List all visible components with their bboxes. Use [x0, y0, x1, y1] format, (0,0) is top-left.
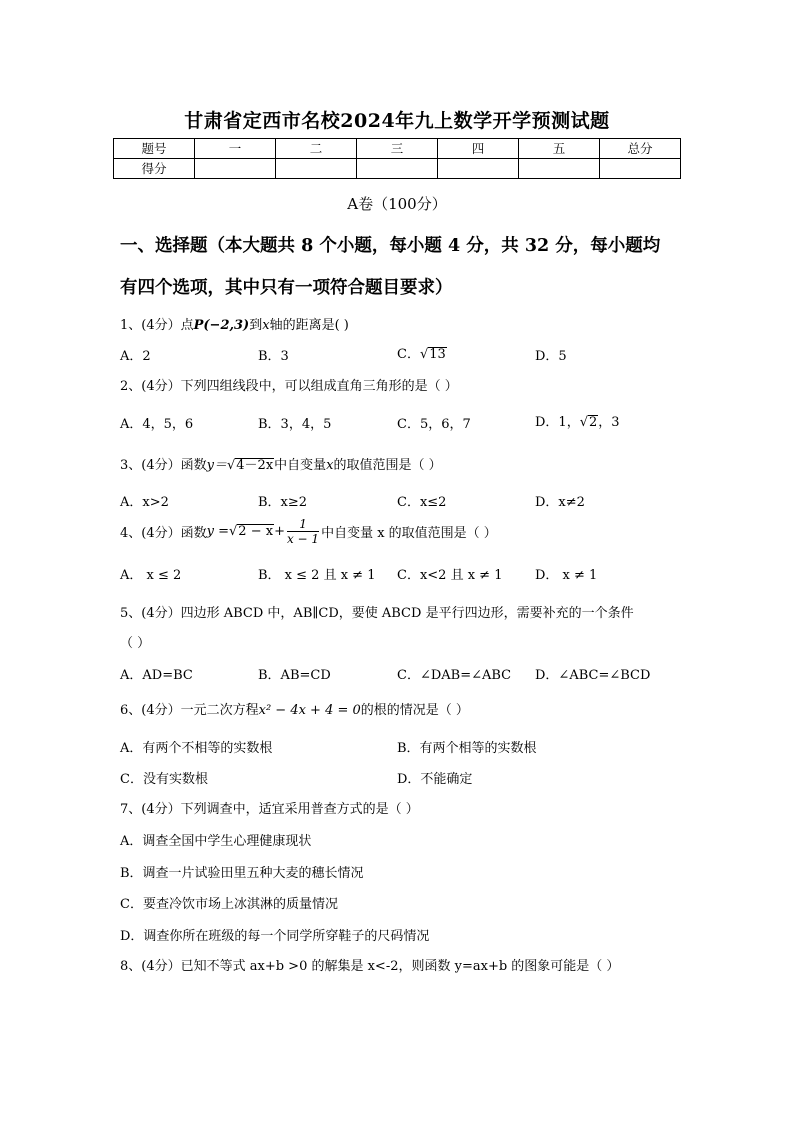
q1-var: x: [262, 318, 270, 333]
q2-option-a: A．4，5，6: [120, 417, 194, 432]
header-cell: 题号: [114, 139, 195, 159]
q6-option-c: C．没有实数根: [120, 772, 208, 787]
q4-lhs: y =: [206, 524, 229, 539]
q2-option-d-radicand: 2: [589, 415, 598, 430]
q3-lhs: y＝: [206, 458, 227, 473]
q6-equation: x² − 4x + 4 = 0: [258, 703, 361, 718]
q4-suffix: 中自变量 x 的取值范围是（ ）: [321, 526, 497, 541]
score-cell: [600, 159, 681, 179]
q4-fraction: [287, 517, 319, 546]
q1-prefix: 1、(4分）点: [120, 318, 194, 333]
question-7: 7、(4分）下列调查中，适宜采用普查方式的是（ ）: [120, 802, 419, 817]
q4-option-b: B． x ≤ 2 且 x ≠ 1: [258, 568, 376, 583]
q4-option-a: A． x ≤ 2: [120, 568, 182, 583]
q5-option-b: B．AB=CD: [258, 668, 331, 683]
score-cell: [195, 159, 276, 179]
exam-title: 甘肃省定西市名校2024年九上数学开学预测试题: [184, 110, 610, 132]
question-1: [120, 314, 349, 333]
q3-option-a: A．x>2: [120, 495, 169, 510]
header-cell: 二: [276, 139, 357, 159]
q2-option-b: B．3，4，5: [258, 417, 332, 432]
q1-option-a: A．2: [120, 349, 151, 364]
q1-option-c-label: C．: [397, 347, 420, 362]
q1-suffix: 轴的距离是( ): [269, 318, 349, 333]
q1-option-b: B．3: [258, 349, 289, 364]
score-cell: [519, 159, 600, 179]
question-5-line1: 5、(4分）四边形 ABCD 中，AB∥CD，要使 ABCD 是平行四边形，需要补充的一个条件: [120, 606, 634, 621]
q1-point: P(−2,3): [193, 318, 250, 333]
question-3: 3、(4分）函数y＝√4－2x中自变量x的取值范围是（ ）: [120, 458, 442, 473]
score-table-score-row: [114, 159, 681, 179]
question-5-line2: （ ）: [120, 636, 151, 651]
q7-option-d: D．调查你所在班级的每一个同学所穿鞋子的尺码情况: [120, 929, 430, 944]
header-cell: 三: [357, 139, 438, 159]
q3-option-c: C．x≤2: [397, 495, 447, 510]
q1-option-d: D．5: [535, 349, 567, 364]
score-cell: [438, 159, 519, 179]
roll-label: A卷（100分）: [347, 195, 447, 213]
q6-option-d: D．不能确定: [397, 772, 473, 787]
score-cell: [276, 159, 357, 179]
q3-suffix: 中自变量: [274, 458, 327, 473]
q6-prefix: 6、(4分）一元二次方程: [120, 703, 259, 718]
header-cell: 五: [519, 139, 600, 159]
q3-option-b: B．x≥2: [258, 495, 308, 510]
q2-option-d: D．1，√2，3: [535, 415, 620, 430]
q4-plus: +: [274, 524, 285, 539]
question-4: 4、(4分）函数 y = √ 2 − x + $\frac{1}{x - 1}$ 中自变量 x 的取值范围是（ ）: [120, 517, 497, 546]
question-2: 2、(4分）下列四组线段中，可以组成直角三角形的是（ ）: [120, 379, 458, 394]
row-label-cell: 得分: [114, 159, 195, 179]
q4-radicand: 2 − x: [238, 524, 274, 539]
q6-option-a: A．有两个不相等的实数根: [120, 741, 273, 756]
q3-prefix: 3、(4分）函数: [120, 458, 207, 473]
q3-suffix2: 的取值范围是（ ）: [333, 458, 442, 473]
score-table: [113, 138, 681, 179]
header-cell: 四: [438, 139, 519, 159]
q4-option-d: D． x ≠ 1: [535, 568, 598, 583]
q4-option-c: C．x<2 且 x ≠ 1: [397, 568, 503, 583]
q4-prefix: 4、(4分）函数: [120, 526, 207, 541]
q4-numerator: 1: [287, 517, 319, 532]
q7-option-a: A．调查全国中学生心理健康现状: [120, 834, 312, 849]
question-6: [120, 699, 469, 718]
q3-radicand: 4－2x: [236, 458, 274, 473]
score-cell: [357, 159, 438, 179]
q1-option-c-radicand: 13: [429, 347, 446, 362]
q6-suffix: 的根的情况是（ ）: [360, 703, 469, 718]
q5-option-d: D．∠ABC=∠BCD: [535, 668, 651, 683]
header-cell: 总分: [600, 139, 681, 159]
q1-mid: 到: [249, 318, 263, 333]
header-cell: 一: [195, 139, 276, 159]
q3-var: x: [326, 458, 334, 473]
q3-option-d: D．x≠2: [535, 495, 585, 510]
q5-option-a: A．AD=BC: [120, 668, 193, 683]
q4-denominator: x − 1: [286, 532, 320, 546]
q5-option-c: C．∠DAB=∠ABC: [397, 668, 512, 683]
score-table-header-row: [114, 139, 681, 159]
question-8: 8、(4分）已知不等式 ax+b >0 的解集是 x<-2，则函数 y=ax+b 的图象可能是（ ）: [120, 959, 620, 974]
section-heading-line1: 一、选择题（本大题共 8 个小题，每小题 4 分，共 32 分，每小题均: [120, 236, 661, 256]
q2-option-d-label: D．1，: [535, 415, 580, 430]
q2-option-c: C．5，6，7: [397, 417, 471, 432]
q7-option-b: B．调查一片试验田里五种大麦的穗长情况: [120, 866, 364, 881]
q7-option-c: C．要查冷饮市场上冰淇淋的质量情况: [120, 897, 338, 912]
q1-option-c: C．√13: [397, 347, 446, 362]
q6-option-b: B．有两个相等的实数根: [397, 741, 537, 756]
q2-option-d-tail: ，3: [598, 415, 620, 430]
section-heading-line2: 有四个选项，其中只有一项符合题目要求）: [120, 278, 453, 298]
